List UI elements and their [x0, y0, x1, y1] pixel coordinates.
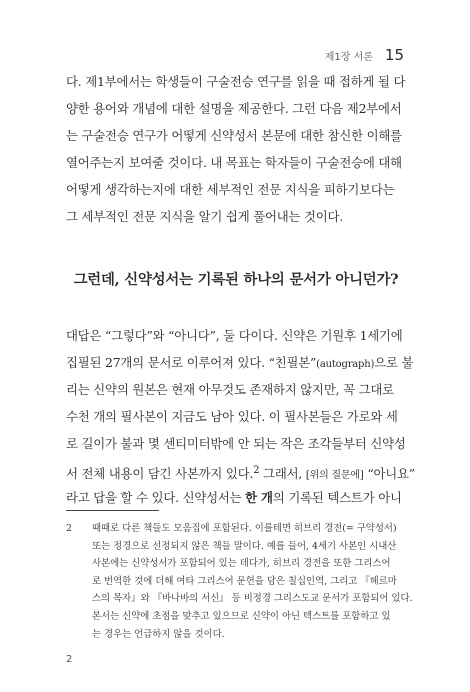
text-span: “아니요”	[363, 466, 415, 482]
chapter-title: 제1장 서론	[324, 52, 373, 63]
section-heading: 그런데, 신약성서는 기록된 하나의 문서가 아니던가?	[73, 271, 399, 288]
text-span: 그래서,	[259, 466, 306, 482]
text-span: 서 전체 내용이 담긴 사본까지 있다.	[66, 466, 254, 482]
emphasis-text: 한 개	[245, 490, 273, 505]
footnote-number: 2	[66, 523, 72, 534]
bracket-note: [위의 질문에]	[305, 470, 364, 482]
text-line: 로 길이가 불과 몇 센티미터밖에 안 되는 작은 조각들부터 신약성	[66, 436, 406, 451]
footnote-line: 때때로 다른 책들도 모음집에 포함된다. 이를테면 히브리 경전(= 구약성서)	[92, 523, 397, 534]
footnote-line: 본서는 신약에 초점을 맞추고 있으므로 신약이 아닌 텍스트를 포함하고 있	[92, 610, 391, 622]
text-span: 의 기록된 텍스트가 아니	[272, 490, 402, 505]
autograph-gloss: (autograph)	[316, 359, 375, 370]
text-line	[66, 349, 414, 376]
text-line	[66, 484, 406, 511]
text-line: 어떻게 생각하는지에 대한 세부적인 전문 지식을 피하기보다는	[66, 182, 395, 197]
footnote-line: 로 번역한 것에 더해 여타 그리스어 문헌을 담은 칠십인역, 그리고 『헤르마	[92, 575, 397, 587]
page-number: 15	[384, 46, 404, 64]
footnote-line: 사본에는 신약성서가 포함되어 있는 데다가, 히브리 경전을 또한 그리스어	[92, 558, 391, 570]
text-line: 열어주는지 보여줄 것이다. 내 목표는 학자들이 구술전승에 대해	[66, 155, 402, 170]
footnote-divider	[66, 510, 159, 511]
text-line: 그 세부적인 전문 지식을 알기 쉽게 풀어내는 것이다.	[66, 209, 344, 224]
page-marker: 2	[66, 654, 73, 665]
footnote-ref[interactable]: 2	[253, 465, 260, 476]
running-head	[325, 46, 404, 64]
footnote-line: 는 경우는 언급하지 않을 것이다.	[92, 628, 225, 640]
text-span: 으로 불	[374, 355, 414, 370]
footnote-line: 스의 목자』와 『바나바의 서신』 등 비정경 그리스도교 문서가 포함되어 있다.	[92, 593, 413, 605]
footnote	[66, 520, 413, 643]
paragraph-answer	[66, 322, 415, 511]
text-line: 는 구술전승 연구가 어떻게 신약성서 본문에 대한 참신한 이해를	[66, 128, 402, 143]
text-line	[66, 457, 415, 484]
footnote-line: 또는 정경으로 선정되지 않은 책들 말이다. 예를 들어, 4세기 사본인 시내산	[92, 540, 397, 552]
text-line: 양한 용어와 개념에 대한 설명을 제공한다. 그런 다음 제2부에서	[66, 101, 402, 116]
text-line: 다. 제1부에서는 학생들이 구술전승 연구를 읽을 때 접하게 될 다	[66, 74, 406, 89]
text-line: 수천 개의 필사본이 지금도 남아 있다. 이 필사본들은 가로와 세	[66, 409, 398, 424]
paragraph-intro	[66, 68, 406, 230]
text-span: 집필된 27개의 문서로 이루어져 있다. “친필본”	[66, 355, 317, 370]
text-line: 대답은 “그렇다”와 “아니다”, 둘 다이다. 신약은 기원후 1세기에	[66, 328, 403, 343]
text-span: 라고 답을 할 수 있다. 신약성서는	[66, 490, 246, 505]
text-line: 리는 신약의 원본은 현재 아무것도 존재하지 않지만, 꼭 그대로	[66, 382, 394, 397]
